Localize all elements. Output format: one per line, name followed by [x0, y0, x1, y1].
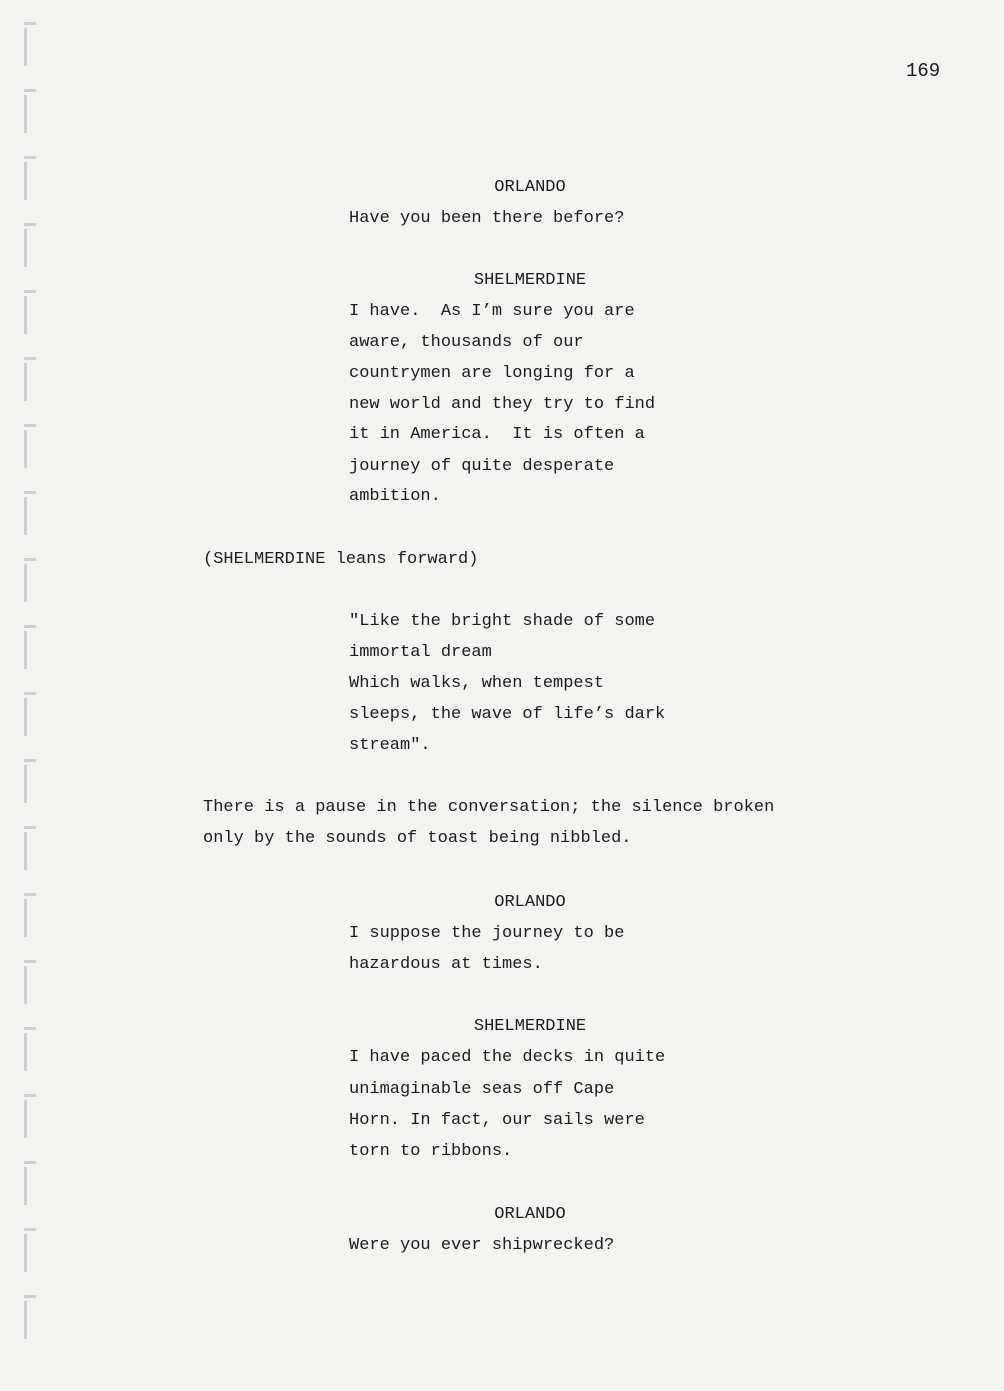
dialogue-line: I suppose the journey to be: [349, 924, 625, 943]
binding-ring: [20, 1094, 36, 1138]
binding-ring: [20, 692, 36, 736]
dialogue-line: unimaginable seas off Cape: [349, 1080, 615, 1099]
dialogue-line: aware, thousands of our: [349, 333, 584, 352]
character-name: ORLANDO: [494, 1205, 566, 1224]
character-name: SHELMERDINE: [473, 271, 587, 290]
dialogue-line: journey of quite desperate: [349, 457, 615, 476]
character-name: ORLANDO: [494, 893, 566, 912]
dialogue-line: it in America. It is often a: [349, 425, 645, 444]
dialogue-line: ambition.: [349, 487, 441, 506]
binding-ring: [20, 223, 36, 267]
binding-ring: [20, 424, 36, 468]
dialogue-line: countrymen are longing for a: [349, 364, 635, 383]
binding-ring: [20, 89, 36, 133]
binding-ring: [20, 22, 36, 66]
dialogue-line: Have you been there before?: [349, 209, 625, 228]
binding-ring: [20, 1161, 36, 1205]
binding-ring: [20, 290, 36, 334]
binding-ring: [20, 960, 36, 1004]
dialogue-line: sleeps, the wave of life’s dark: [349, 705, 666, 724]
dialogue-line: I have paced the decks in quite: [349, 1048, 666, 1067]
dialogue-line: "Like the bright shade of some: [349, 612, 656, 631]
character-name: SHELMERDINE: [473, 1017, 587, 1036]
binding-ring: [20, 625, 36, 669]
binding-ring: [20, 1228, 36, 1272]
dialogue-line: Horn. In fact, our sails were: [349, 1111, 645, 1130]
binding-ring: [20, 759, 36, 803]
binding-ring: [20, 1295, 36, 1339]
action-line: There is a pause in the conversation; the silence broken: [203, 798, 775, 817]
dialogue-line: new world and they try to find: [349, 395, 656, 414]
binding-ring: [20, 357, 36, 401]
character-name: ORLANDO: [494, 178, 566, 197]
action-line: only by the sounds of toast being nibbled.: [203, 829, 632, 848]
action-line: (SHELMERDINE leans forward): [203, 550, 479, 569]
dialogue-line: I have. As I’m sure you are: [349, 302, 635, 321]
dialogue-line: Which walks, when tempest: [349, 674, 605, 693]
spiral-binding: [18, 0, 40, 1391]
binding-ring: [20, 826, 36, 870]
page-number: 169: [906, 60, 941, 82]
dialogue-line: hazardous at times.: [349, 955, 543, 974]
dialogue-line: stream".: [349, 736, 431, 755]
binding-ring: [20, 491, 36, 535]
dialogue-line: Were you ever shipwrecked?: [349, 1236, 615, 1255]
binding-ring: [20, 558, 36, 602]
dialogue-line: torn to ribbons.: [349, 1142, 513, 1161]
dialogue-line: immortal dream: [349, 643, 492, 662]
